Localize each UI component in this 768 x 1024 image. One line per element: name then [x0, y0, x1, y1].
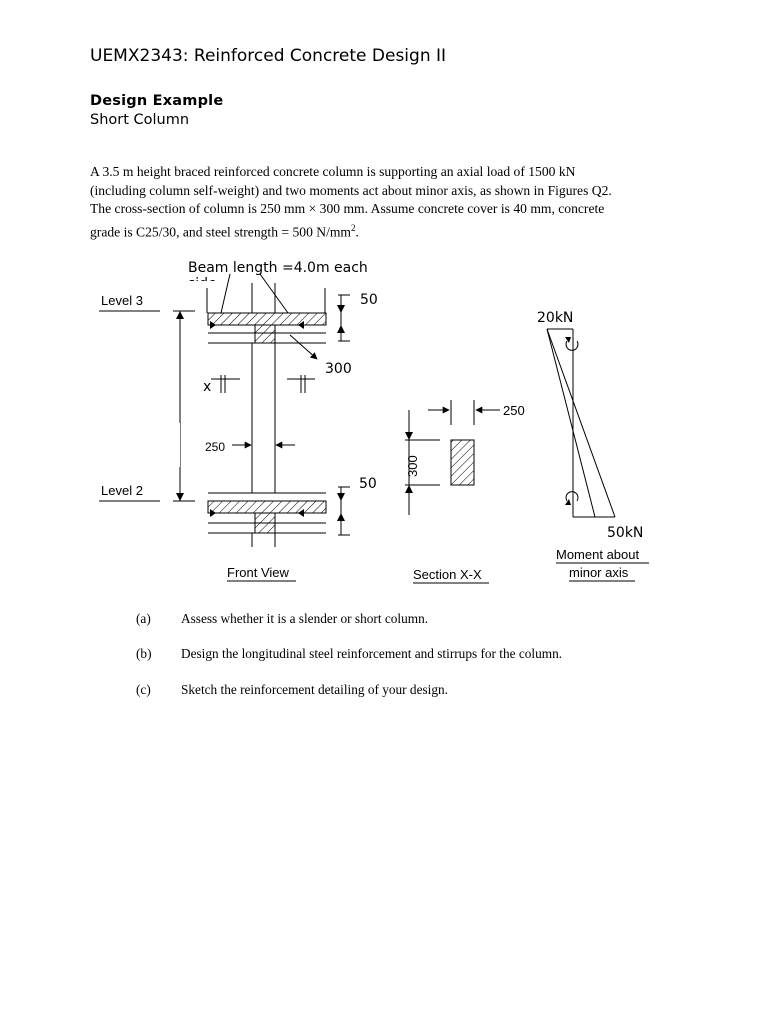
problem-line-2: (including column self-weight) and two moments act about minor axis, as shown in Figures Q2.: [90, 182, 612, 198]
section-subheading: Short Column: [90, 112, 190, 128]
column-width-dimension: 250: [205, 440, 226, 454]
question-c-text: Sketch the reinforcement detailing of your design.: [181, 682, 448, 697]
unit-superscript: 2: [351, 222, 356, 233]
problem-line-4: [90, 219, 690, 242]
section-mark-left: x: [203, 379, 212, 395]
course-title: UEMX2343: Reinforced Concrete Design II: [90, 46, 447, 66]
problem-line-4-text: grade is C25/30, and steel strength = 500 N/mm: [90, 224, 352, 240]
question-a-text: Assess whether it is a slender or short column.: [181, 611, 429, 626]
section-depth-dimension: 300: [405, 455, 420, 477]
question-b-label: (b): [136, 646, 152, 661]
question-c-label: (c): [136, 682, 151, 697]
column-section: [451, 440, 474, 485]
section-caption: Section X-X: [413, 567, 482, 582]
moment-top-label: 20kN: [537, 310, 574, 326]
front-view-caption: Front View: [227, 565, 289, 580]
top-slab-dimension: 50: [360, 292, 378, 308]
problem-line-4-end: .: [355, 224, 359, 240]
moment-bottom-label: 50kN: [607, 525, 644, 541]
bottom-slab-dimension: 50: [359, 476, 377, 492]
moment-caption-line1: Moment about: [556, 547, 640, 562]
level-3-label: Level 3: [101, 293, 143, 308]
beam-depth-dimension: 300: [325, 361, 352, 377]
section-width-dimension: 250: [503, 403, 525, 418]
column-figure: [95, 255, 665, 595]
beam-length-note: Beam length =4.0m each: [188, 260, 368, 276]
section-heading: Design Example: [90, 93, 224, 109]
level-2-label: Level 2: [101, 483, 143, 498]
question-b-text: Design the longitudinal steel reinforcement and stirrups for the column.: [181, 646, 563, 661]
question-a-label: (a): [136, 611, 151, 626]
moment-caption-line2: minor axis: [569, 565, 629, 580]
problem-line-3: The cross-section of column is 250 mm × 300 mm. Assume concrete cover is 40 mm, concrete: [90, 201, 605, 216]
problem-statement: [90, 163, 690, 242]
problem-line-1: A 3.5 m height braced reinforced concrete column is supporting an axial load of 1500 kN: [90, 164, 576, 179]
